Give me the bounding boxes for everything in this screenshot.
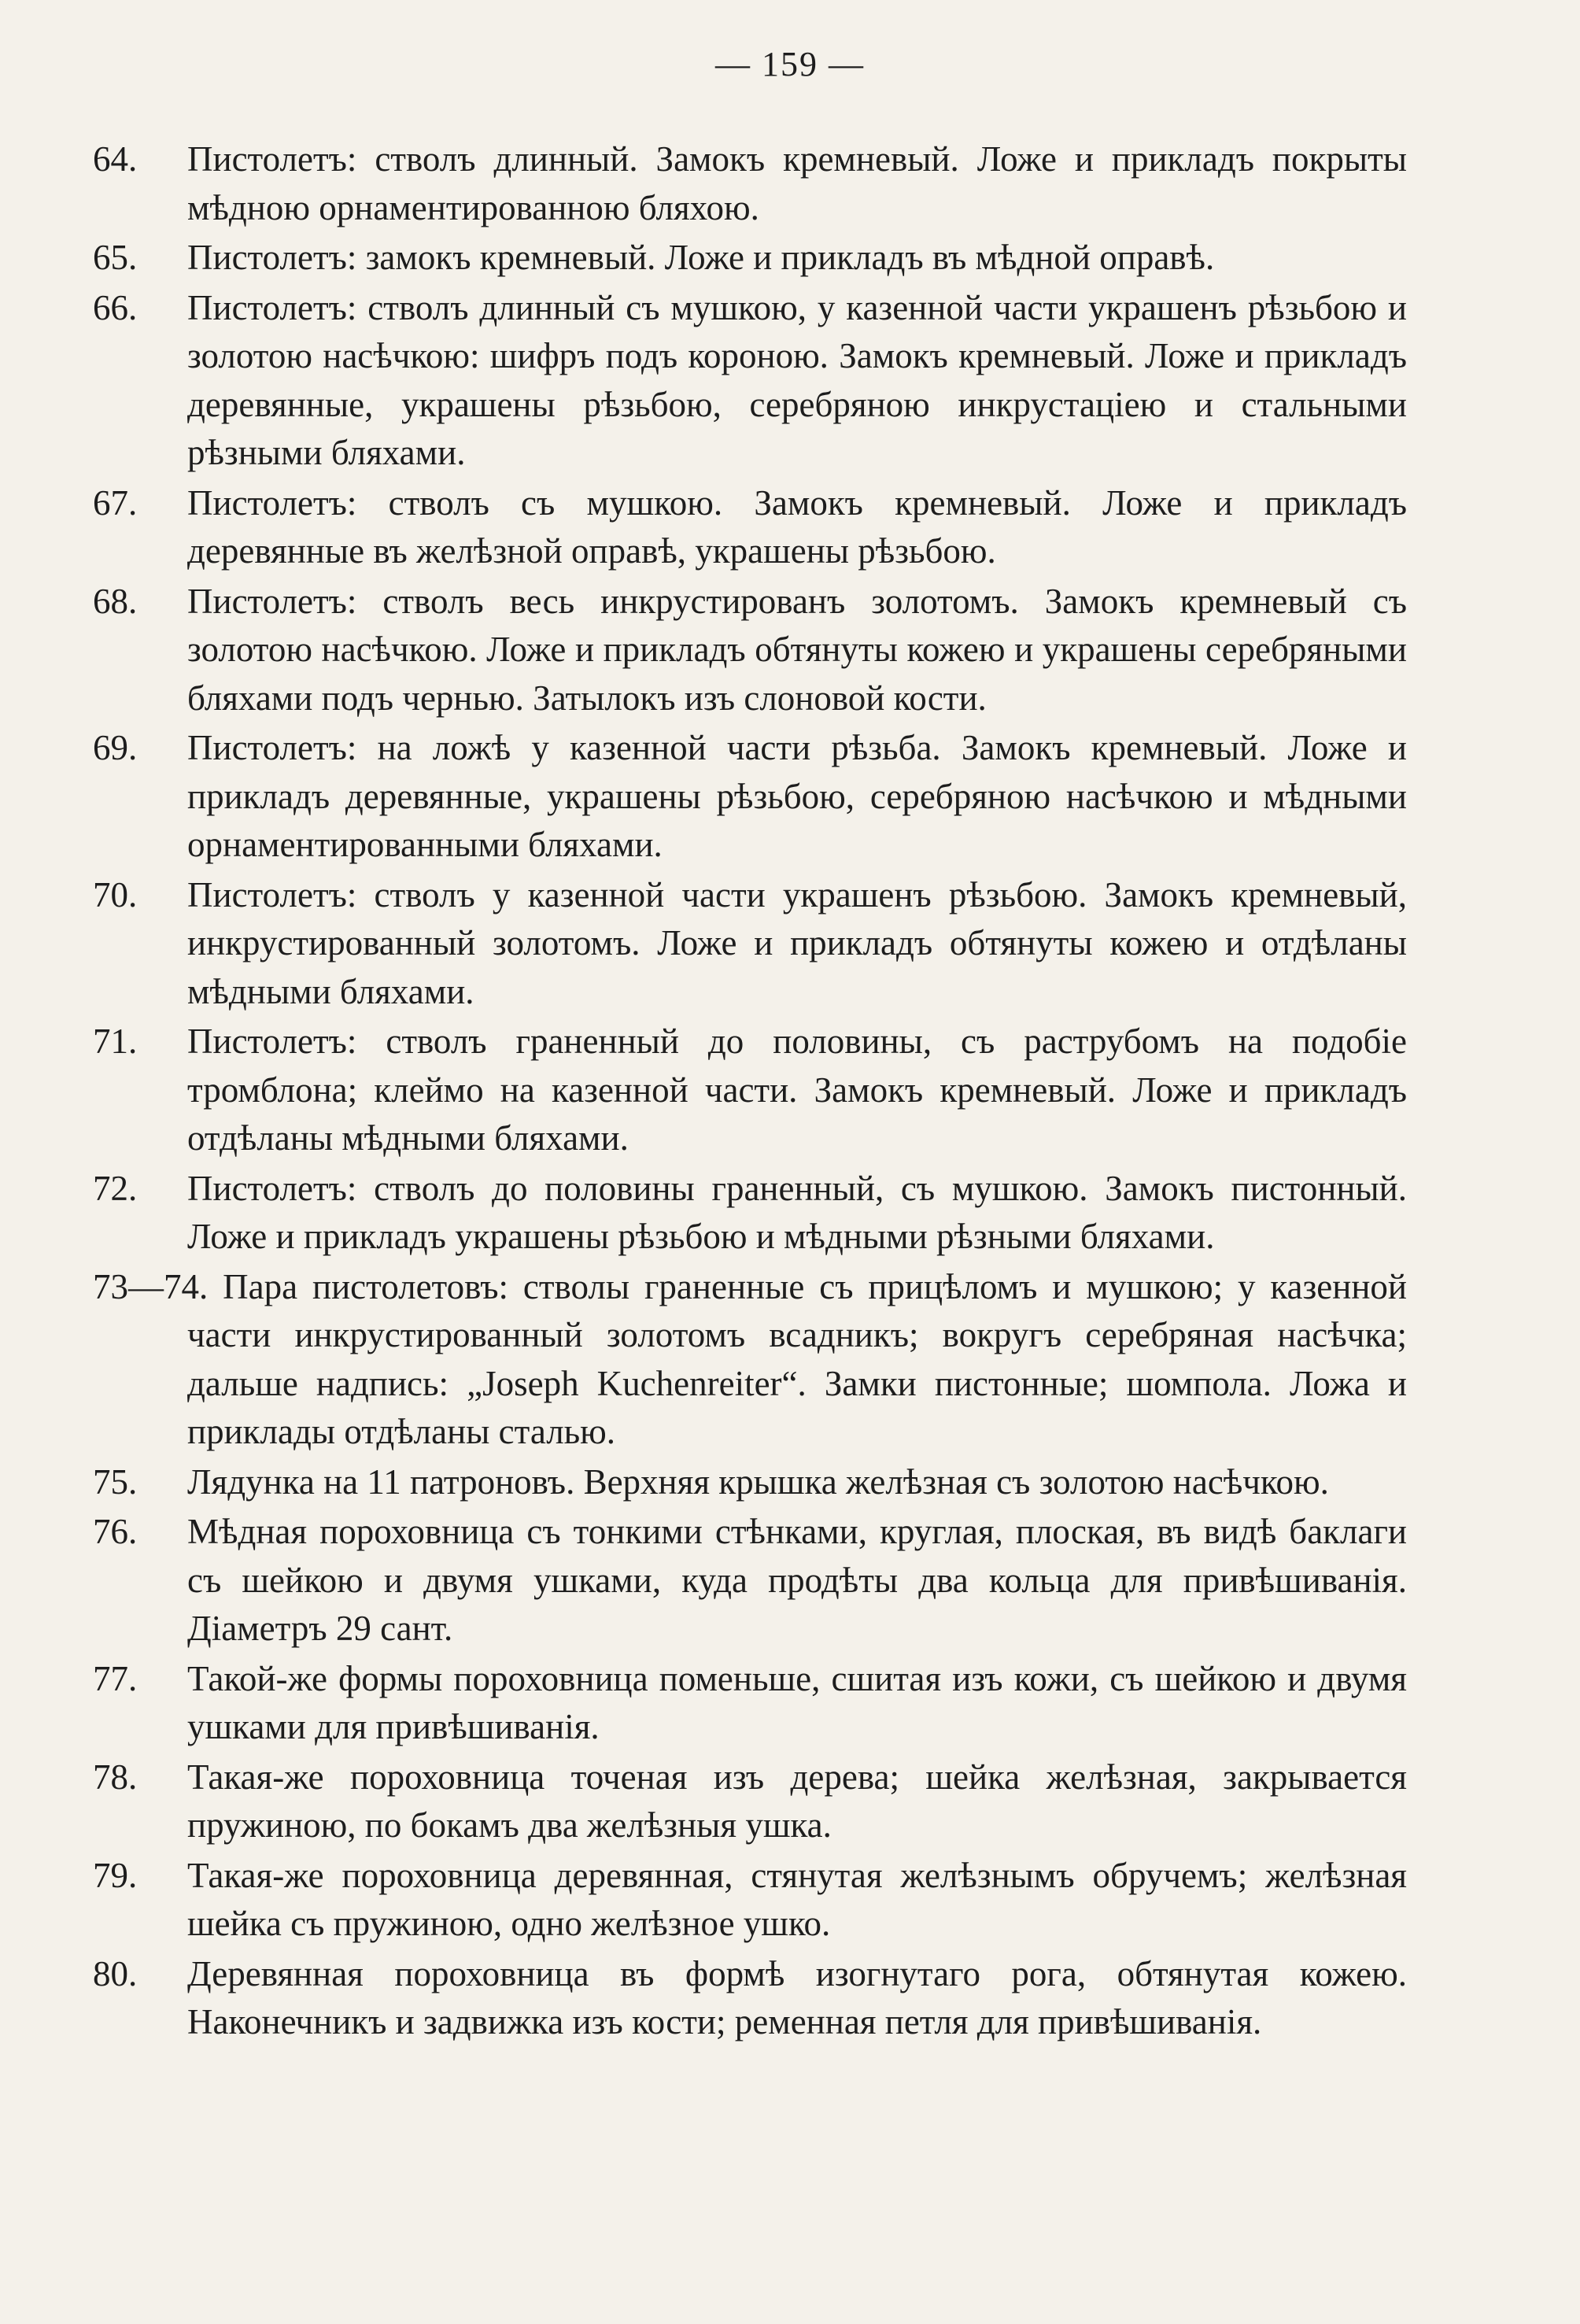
list-item [93,1655,1407,1752]
entry-number: 78. [93,1757,138,1797]
list-item [93,1852,1407,1949]
entry-number: 79. [93,1855,138,1895]
list-item [93,578,1407,723]
entry-text: Пистолетъ: стволъ съ мушкою. Замокъ кремневый. Ложе и прикладъ деревянные въ желѣзной оправѣ, украшены рѣзьбою. [187,482,1407,571]
list-item [93,1950,1407,2047]
entry-text: Пара пистолетовъ: стволы граненные съ прицѣломъ и мушкою; у казенной части инкрустированный золотомъ всадникъ; вокругъ серебряная насѣчка; дальше надпись: „Joseph Kuchenreiter“. Замки пистонные; шомпола. Ложа и приклады отдѣланы сталью. [187,1266,1408,1451]
list-item [93,1458,1407,1507]
entry-text: Пистолетъ: стволъ длинный съ мушкою, у казенной части украшенъ рѣзьбою и золотою насѣчкою: шифръ подъ короною. Замокъ кремневый. Ложе и прикладъ деревянные, украшены рѣзьбою, серебряною инкрустацiею и стальными рѣзными бляхами. [187,287,1407,472]
entry-text: Такая-же пороховница деревянная, стянутая желѣзнымъ обручемъ; желѣзная шейка съ пружиною, одно желѣзное ушко. [187,1855,1407,1943]
page-number: — 159 — [715,45,865,83]
entry-number: 76. [93,1512,138,1551]
list-item [93,284,1407,478]
entry-text: Пистолетъ: стволъ весь инкрустированъ золотомъ. Замокъ кремневый съ золотою насѣчкою. Ложе и прикладъ обтянуты кожею и украшены серебряными бляхами подъ чернью. Затылокъ изъ слоновой кости. [187,581,1407,718]
list-item [93,234,1407,283]
entry-number: 64. [93,139,138,179]
list-item [93,871,1407,1017]
entry-text: Пистолетъ: стволъ граненный до половины, съ раструбомъ на подобiе тромблона; клеймо на казенной части. Замокъ кремневый. Ложе и прикладъ отдѣланы мѣдными бляхами. [187,1022,1407,1158]
entry-text: Такой-же формы пороховница поменьше, сшитая изъ кожи, съ шейкою и двумя ушками для привѣшиванiя. [187,1658,1407,1746]
list-item [93,1165,1407,1262]
list-item [93,135,1407,232]
entry-text: Мѣдная пороховница съ тонкими стѣнками, круглая, плоская, въ видѣ баклаги съ шейкою и двумя ушками, куда продѣты два кольца для привѣшиванiя. Дiаметръ 29 сант. [187,1512,1407,1648]
entry-text: Такая-же пороховница точеная изъ дерева; шейка желѣзная, закрывается пружиною, по бокамъ два желѣзныя ушка. [187,1757,1407,1845]
entry-text: Пистолетъ: стволъ у казенной части украшенъ рѣзьбою. Замокъ кремневый, инкрустированный золотомъ. Ложе и прикладъ обтянуты кожею и отдѣланы мѣдными бляхами. [187,874,1407,1011]
list-item [93,479,1407,576]
list-item [93,1018,1407,1163]
entry-text: Пистолетъ: стволъ длинный. Замокъ кремневый. Ложе и прикладъ покрыты мѣдною орнаментированною бляхою. [187,139,1407,227]
entry-number: 65. [93,238,138,277]
entry-text: Пистолетъ: на ложѣ у казенной части рѣзьба. Замокъ кремневый. Ложе и прикладъ деревянные, украшены рѣзьбою, серебряною насѣчкою и мѣдными орнаментированными бляхами. [187,728,1407,864]
entry-text: Пистолетъ: замокъ кремневый. Ложе и прикладъ въ мѣдной оправѣ. [187,238,1215,277]
list-item [93,724,1407,870]
list-item [93,1508,1407,1653]
entry-number: 73—74. [93,1266,223,1306]
entry-list [93,135,1407,2049]
list-item [93,1263,1407,1457]
entry-text: Деревянная пороховница въ формѣ изогнутаго рога, обтянутая кожею. Наконечникъ и задвижка изъ кости; ременная петля для привѣшиванiя. [187,1953,1407,2041]
entry-text: Пистолетъ: стволъ до половины граненный, съ мушкою. Замокъ пистонный. Ложе и прикладъ украшены рѣзьбою и мѣдными рѣзными бляхами. [187,1168,1407,1256]
entry-number: 71. [93,1022,138,1061]
entry-number: 75. [93,1461,138,1502]
entry-number: 77. [93,1658,138,1698]
list-item [93,1753,1407,1850]
entry-number: 68. [93,581,138,621]
entry-number: 69. [93,728,138,767]
entry-number: 70. [93,874,138,914]
entry-number: 72. [93,1168,138,1208]
entry-text: Лядунка на 11 патроновъ. Верхняя крышка желѣзная съ золотою насѣчкою. [187,1461,1329,1502]
entry-number: 80. [93,1953,138,1993]
entry-number: 67. [93,482,138,523]
entry-number: 66. [93,287,138,327]
